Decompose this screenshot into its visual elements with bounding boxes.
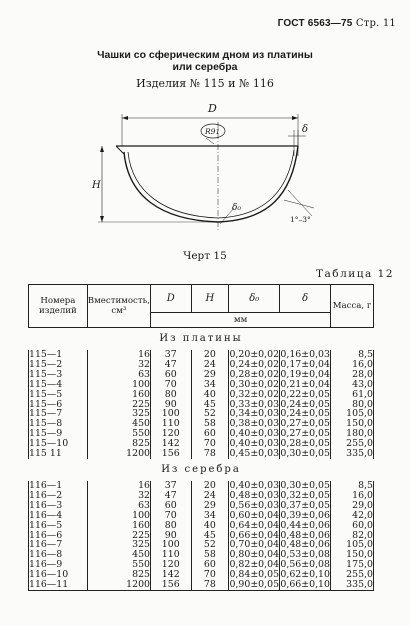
cell-delta0: 0,34±0,03 [229,408,280,420]
cell-h: 60 [191,560,229,570]
cell-delta: 0,48±0,06 [280,539,330,551]
cell-delta0: 0,48±0,03 [229,489,280,501]
col-d: D [151,285,191,313]
cell-number: 116—11 [29,580,88,590]
cell-h: 45 [191,531,229,541]
cell-d: 110 [151,550,191,560]
page-header [278,18,396,29]
cell-delta: 0,17±0,04 [280,358,330,370]
cell-mass: 60,0 [331,521,374,531]
page-number: Стр. 11 [355,18,396,29]
cell-delta: 0,48±0,06 [280,529,330,541]
cell-number: 115—1 [29,350,88,360]
cell-delta0: 0,30±0,02 [229,378,280,390]
cell-h: 52 [191,540,229,550]
units-row: мм [151,313,331,328]
cell-number: 115—3 [29,370,88,380]
cell-delta0: 0,40±0,03 [229,428,280,440]
cell-volume: 160 [87,390,150,400]
cell-mass: 16,0 [331,360,374,370]
cell-h: 29 [191,501,229,511]
cell-delta0: 0,40±0,03 [229,438,280,450]
cell-mass: 29,0 [331,501,374,511]
cell-volume: 225 [87,400,150,410]
cell-delta0: 0,20±0,02 [229,349,280,360]
cell-volume: 1200 [87,449,150,459]
cell-delta0: 0,45±0,03 [229,448,280,460]
cup-drawing [88,100,338,248]
cell-h: 60 [191,429,229,439]
cell-number: 116—2 [29,491,88,501]
cell-volume: 550 [87,560,150,570]
col-mass: Масса, г [331,285,374,328]
cell-h: 29 [191,370,229,380]
cell-delta: 0,30±0,05 [280,448,330,460]
cell-number: 116—5 [29,521,88,531]
cell-mass: 335,0 [331,449,374,459]
cell-number: 115 11 [29,449,88,459]
cell-number: 115—10 [29,439,88,449]
cell-volume: 450 [87,550,150,560]
table-row [29,521,374,531]
figure-caption: Черт 15 [183,250,227,262]
cell-number: 116—8 [29,550,88,560]
cell-number: 116—6 [29,531,88,541]
cell-d: 37 [151,350,191,360]
cell-delta: 0,22±0,05 [280,388,330,400]
cell-d: 60 [151,370,191,380]
cell-delta: 0,53±0,08 [280,549,330,561]
cell-d: 80 [151,521,191,531]
table-body [29,328,374,591]
cup-outer-outline [124,146,298,222]
title-line-2: или серебра [172,61,238,73]
cell-delta0: 0,24±0,02 [229,358,280,370]
document-title [0,49,410,73]
cell-delta0: 0,70±0,04 [229,539,280,551]
cell-delta0: 0,64±0,04 [229,519,280,531]
table-row [29,449,374,459]
cell-delta: 0,56±0,08 [280,559,330,571]
cell-mass: 150,0 [331,419,374,429]
section-title: Из платины [159,333,243,344]
cell-delta0: 0,84±0,05 [229,569,280,581]
cup-inner-outline [128,150,294,218]
col-volume: Вместимость, см³ [87,285,150,328]
cell-number: 116—10 [29,570,88,580]
cell-h: 24 [191,360,229,370]
cell-number: 115—6 [29,400,88,410]
col-number: Номера изделий [29,285,88,328]
cell-mass: 42,0 [331,511,374,521]
cell-volume: 160 [87,521,150,531]
cell-volume: 100 [87,511,150,521]
cell-d: 110 [151,419,191,429]
cell-volume: 1200 [87,580,150,590]
cell-delta: 0,27±0,05 [280,418,330,430]
cell-d: 90 [151,531,191,541]
cell-mass: 28,0 [331,370,374,380]
cell-d: 142 [151,570,191,580]
cell-mass: 80,0 [331,400,374,410]
cell-d: 100 [151,409,191,419]
cell-d: 120 [151,429,191,439]
label-h: H [92,180,101,191]
cell-number: 115—2 [29,360,88,370]
section-heading [29,459,374,481]
cell-delta0: 0,82±0,04 [229,559,280,571]
cell-delta0: 0,38±0,03 [229,418,280,430]
cell-d: 100 [151,540,191,550]
cell-delta: 0,39±0,06 [280,509,330,521]
cell-h: 20 [191,350,229,360]
cell-mass: 255,0 [331,570,374,580]
cell-d: 120 [151,560,191,570]
section-heading [29,328,374,351]
cell-delta0: 0,28±0,02 [229,368,280,380]
cell-delta: 0,30±0,05 [280,479,330,491]
cell-delta: 0,32±0,05 [280,489,330,501]
cell-h: 34 [191,511,229,521]
cell-d: 142 [151,439,191,449]
cell-volume: 225 [87,531,150,541]
cell-delta: 0,24±0,05 [280,408,330,420]
cell-delta: 0,16±0,03 [280,349,330,360]
cell-number: 115—8 [29,419,88,429]
cell-delta: 0,21±0,04 [280,378,330,390]
cell-mass: 150,0 [331,550,374,560]
cell-delta: 0,27±0,05 [280,428,330,440]
cell-h: 40 [191,521,229,531]
cell-mass: 335,0 [331,580,374,590]
cell-volume: 16 [87,350,150,360]
spec-table [28,284,374,591]
cell-d: 70 [151,511,191,521]
cell-h: 34 [191,380,229,390]
title-line-1: Чашки со сферическим дном из платины [97,49,313,61]
cell-h: 45 [191,400,229,410]
cell-d: 37 [151,481,191,491]
cell-delta: 0,66±0,10 [280,579,330,591]
cell-number: 115—5 [29,390,88,400]
cell-delta: 0,28±0,05 [280,438,330,450]
cell-delta0: 0,60±0,04 [229,509,280,521]
cell-d: 156 [151,449,191,459]
col-h: H [191,285,229,313]
cell-d: 60 [151,501,191,511]
cell-number: 116—7 [29,540,88,550]
cell-d: 70 [151,380,191,390]
standard-number: ГОСТ 6563—75 [277,18,353,29]
cell-volume: 550 [87,429,150,439]
cell-number: 116—3 [29,501,88,511]
cell-mass: 175,0 [331,560,374,570]
cell-delta0: 0,80±0,04 [229,549,280,561]
cell-volume: 450 [87,419,150,429]
cell-volume: 325 [87,540,150,550]
label-delta0: δ₀ [232,203,242,213]
cell-delta: 0,37±0,05 [280,499,330,511]
cell-h: 58 [191,550,229,560]
cell-delta0: 0,33±0,03 [229,398,280,410]
cell-delta0: 0,32±0,02 [229,388,280,400]
cell-d: 90 [151,400,191,410]
cell-number: 116—1 [29,481,88,491]
cell-mass: 180,0 [331,429,374,439]
cell-h: 24 [191,491,229,501]
cell-h: 78 [191,580,229,590]
label-d: D [208,102,217,115]
cell-number: 116—9 [29,560,88,570]
cell-mass: 43,0 [331,380,374,390]
cell-h: 78 [191,449,229,459]
cell-mass: 82,0 [331,531,374,541]
cell-number: 115—9 [29,429,88,439]
cell-delta0: 0,40±0,03 [229,479,280,491]
cell-delta0: 0,66±0,04 [229,529,280,541]
cell-volume: 825 [87,439,150,449]
cell-number: 115—7 [29,409,88,419]
cell-d: 47 [151,360,191,370]
cell-mass: 16,0 [331,491,374,501]
cell-volume: 32 [87,360,150,370]
cell-delta: 0,62±0,10 [280,569,330,581]
cell-volume: 825 [87,570,150,580]
cell-h: 40 [191,390,229,400]
col-delta: δ [280,285,331,313]
cell-mass: 105,0 [331,409,374,419]
cell-mass: 8,5 [331,481,374,491]
cell-mass: 61,0 [331,390,374,400]
section-title: Из серебра [161,463,241,475]
cell-mass: 105,0 [331,540,374,550]
cell-d: 80 [151,390,191,400]
cell-volume: 32 [87,491,150,501]
product-subtitle: Изделия № 115 и № 116 [136,77,274,90]
cell-mass: 8,5 [331,350,374,360]
cell-delta0: 0,90±0,05 [229,579,280,591]
cell-h: 70 [191,570,229,580]
cell-d: 156 [151,580,191,590]
cell-volume: 325 [87,409,150,419]
cell-number: 115—4 [29,380,88,390]
cell-delta0: 0,56±0,03 [229,499,280,511]
cell-volume: 63 [87,501,150,511]
col-delta0: δ₀ [229,285,280,313]
table-caption: Таблица 12 [316,268,394,280]
cell-volume: 100 [87,380,150,390]
cell-number: 116—4 [29,511,88,521]
label-radius: R91 [205,127,221,136]
cell-delta: 0,19±0,04 [280,368,330,380]
cell-h: 58 [191,419,229,429]
cell-mass: 255,0 [331,439,374,449]
cell-h: 52 [191,409,229,419]
label-angle: 1°–3° [290,215,311,224]
cell-volume: 63 [87,370,150,380]
cell-delta: 0,24±0,05 [280,398,330,410]
cell-d: 47 [151,491,191,501]
table-row [29,580,374,590]
cell-h: 70 [191,439,229,449]
cell-delta: 0,44±0,06 [280,519,330,531]
cell-h: 20 [191,481,229,491]
label-delta: δ [302,124,309,135]
cell-volume: 16 [87,481,150,491]
